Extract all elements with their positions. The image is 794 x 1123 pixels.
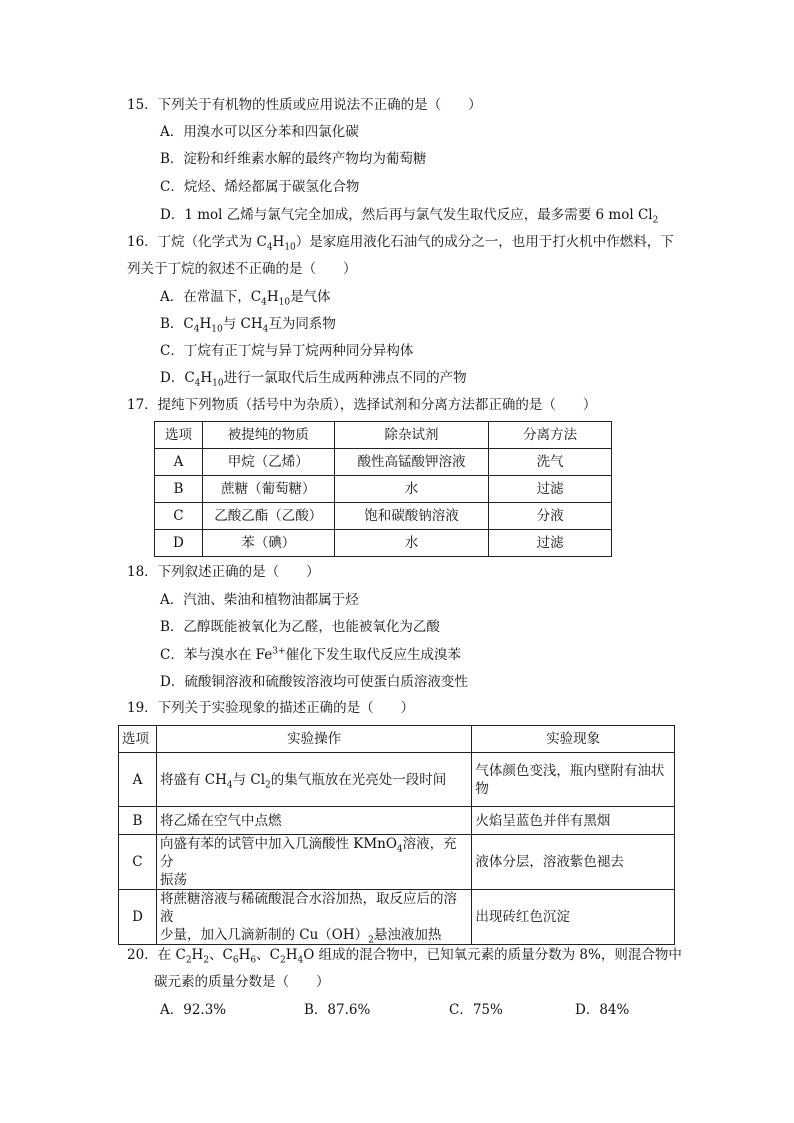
q15-option-c: C．烷烃、烯烃都属于碳氢化合物 — [160, 179, 360, 195]
q17-table — [154, 421, 612, 557]
table-cell: 水 — [334, 530, 489, 557]
table-cell: 气体颜色变浅，瓶内壁附有油状 物 — [472, 753, 675, 807]
q15-option-a: A．用溴水可以区分苯和四氯化碳 — [160, 124, 359, 140]
q16-option-d: D．$C_4H_{10}$进行一氯取代后生成两种沸点不同的产物 — [160, 370, 467, 389]
table-row — [119, 807, 675, 835]
table-cell: 乙酸乙酯（乙酸） — [202, 503, 334, 530]
table-cell: B — [119, 807, 157, 835]
q15-option-d: D．1 mol 乙烯与氯气完全加成，然后再与氯气发生取代反应，最多需要 6 mol $Cl_2$ — [160, 207, 659, 226]
table-row — [155, 503, 612, 530]
table-cell: 向盛有苯的试管中加入几滴酸性 KMnO$_4$溶液，充分 振荡 — [156, 835, 471, 890]
q15-option-b: B．淀粉和纤维素水解的最终产物均为葡萄糖 — [160, 151, 427, 167]
q15-stem: 15．下列关于有机物的性质或应用说法不正确的是（ ） — [127, 97, 482, 113]
table-cell: A — [119, 753, 157, 807]
table-cell: 出现砖红色沉淀 — [472, 890, 675, 945]
table-cell: 洗气 — [489, 449, 612, 476]
table-cell: B — [155, 476, 203, 503]
q17-stem: 17．提纯下列物质（括号中为杂质），选择试剂和分离方法都正确的是（ ） — [127, 397, 597, 413]
q18-option-a: A．汽油、柴油和植物油都属于烃 — [160, 592, 359, 608]
table-row — [155, 476, 612, 503]
table-cell: 苯（碘） — [202, 530, 334, 557]
table-cell: 将乙烯在空气中点燃 — [156, 807, 471, 835]
q16-option-c: C．丁烷有正丁烷与异丁烷两种同分异构体 — [160, 343, 414, 359]
table-row — [119, 890, 675, 945]
table-cell: 饱和碳酸钠溶液 — [334, 503, 489, 530]
table-header-cell: 被提纯的物质 — [202, 422, 334, 449]
table-cell: 过滤 — [489, 476, 612, 503]
q20-option-a: A．92.3% — [160, 1002, 227, 1018]
table-header-cell: 分离方法 — [489, 422, 612, 449]
q18-stem: 18．下列叙述正确的是（ ） — [127, 564, 320, 580]
table-cell: C — [155, 503, 203, 530]
table-row — [155, 530, 612, 557]
q18-option-d: D．硫酸铜溶液和硫酸铵溶液均可使蛋白质溶液变性 — [160, 674, 468, 690]
table-header-cell: 选项 — [119, 726, 157, 753]
table-cell: 将盛有 $CH_4$与 $Cl_2$的集气瓶放在光亮处一段时间 — [156, 753, 471, 807]
q20-stem-line1: 20．在 $C_2H_2$、$C_6H_6$、$C_2H_4O$ 组成的混合物中，已知氧元素的质量分数为 8%，则混合物中 — [127, 947, 682, 966]
table-cell: A — [155, 449, 203, 476]
q19-stem: 19．下列关于实验现象的描述正确的是（ ） — [127, 700, 415, 716]
table-cell: 火焰呈蓝色并伴有黑烟 — [472, 807, 675, 835]
table-row — [119, 753, 675, 807]
table-cell: 水 — [334, 476, 489, 503]
table-row — [155, 449, 612, 476]
table-header-cell: 除杂试剂 — [334, 422, 489, 449]
q20-option-d: D．84% — [575, 1002, 630, 1018]
table-cell: 分液 — [489, 503, 612, 530]
q16-stem-line2: 列关于丁烷的叙述不正确的是（ ） — [127, 261, 357, 277]
table-cell: 将蔗糖溶液与稀硫酸混合水浴加热，取反应后的溶液 少量，加入几滴新制的 $Cu(OH)_2$悬浊液加热 — [156, 890, 471, 945]
table-header-cell: 选项 — [155, 422, 203, 449]
q16-option-b: B．$C_4H_{10}$与 $CH_4$互为同系物 — [160, 316, 336, 335]
table-header-cell: 实验现象 — [472, 726, 675, 753]
table-cell: 液体分层，溶液紫色褪去 — [472, 835, 675, 890]
q20-option-c: C．75% — [449, 1002, 503, 1018]
q16-stem-line1: 16．丁烷（化学式为 $C_4H_{10}$）是家庭用液化石油气的成分之一，也用于打火机中作燃料，下 — [127, 234, 674, 253]
q18-option-c: C．苯与溴水在 $Fe^{3+}$催化下发生取代反应生成溴苯 — [160, 646, 462, 663]
table-cell: 蔗糖（葡萄糖） — [202, 476, 334, 503]
q18-option-b: B．乙醇既能被氧化为乙醛，也能被氧化为乙酸 — [160, 619, 440, 635]
table-cell: D — [119, 890, 157, 945]
table-cell: 甲烷（乙烯） — [202, 449, 334, 476]
table-cell: D — [155, 530, 203, 557]
q20-option-b: B．87.6% — [304, 1002, 371, 1018]
table-cell: 过滤 — [489, 530, 612, 557]
table-header-cell: 实验操作 — [156, 726, 471, 753]
q19-table — [118, 725, 675, 945]
table-cell: C — [119, 835, 157, 890]
table-row — [119, 835, 675, 890]
q20-stem-line2: 碳元素的质量分数是（ ） — [154, 974, 330, 990]
q16-option-a: A．在常温下，$C_4H_{10}$是气体 — [160, 289, 331, 308]
table-header-row — [119, 726, 675, 753]
table-header-row — [155, 422, 612, 449]
table-cell: 酸性高锰酸钾溶液 — [334, 449, 489, 476]
